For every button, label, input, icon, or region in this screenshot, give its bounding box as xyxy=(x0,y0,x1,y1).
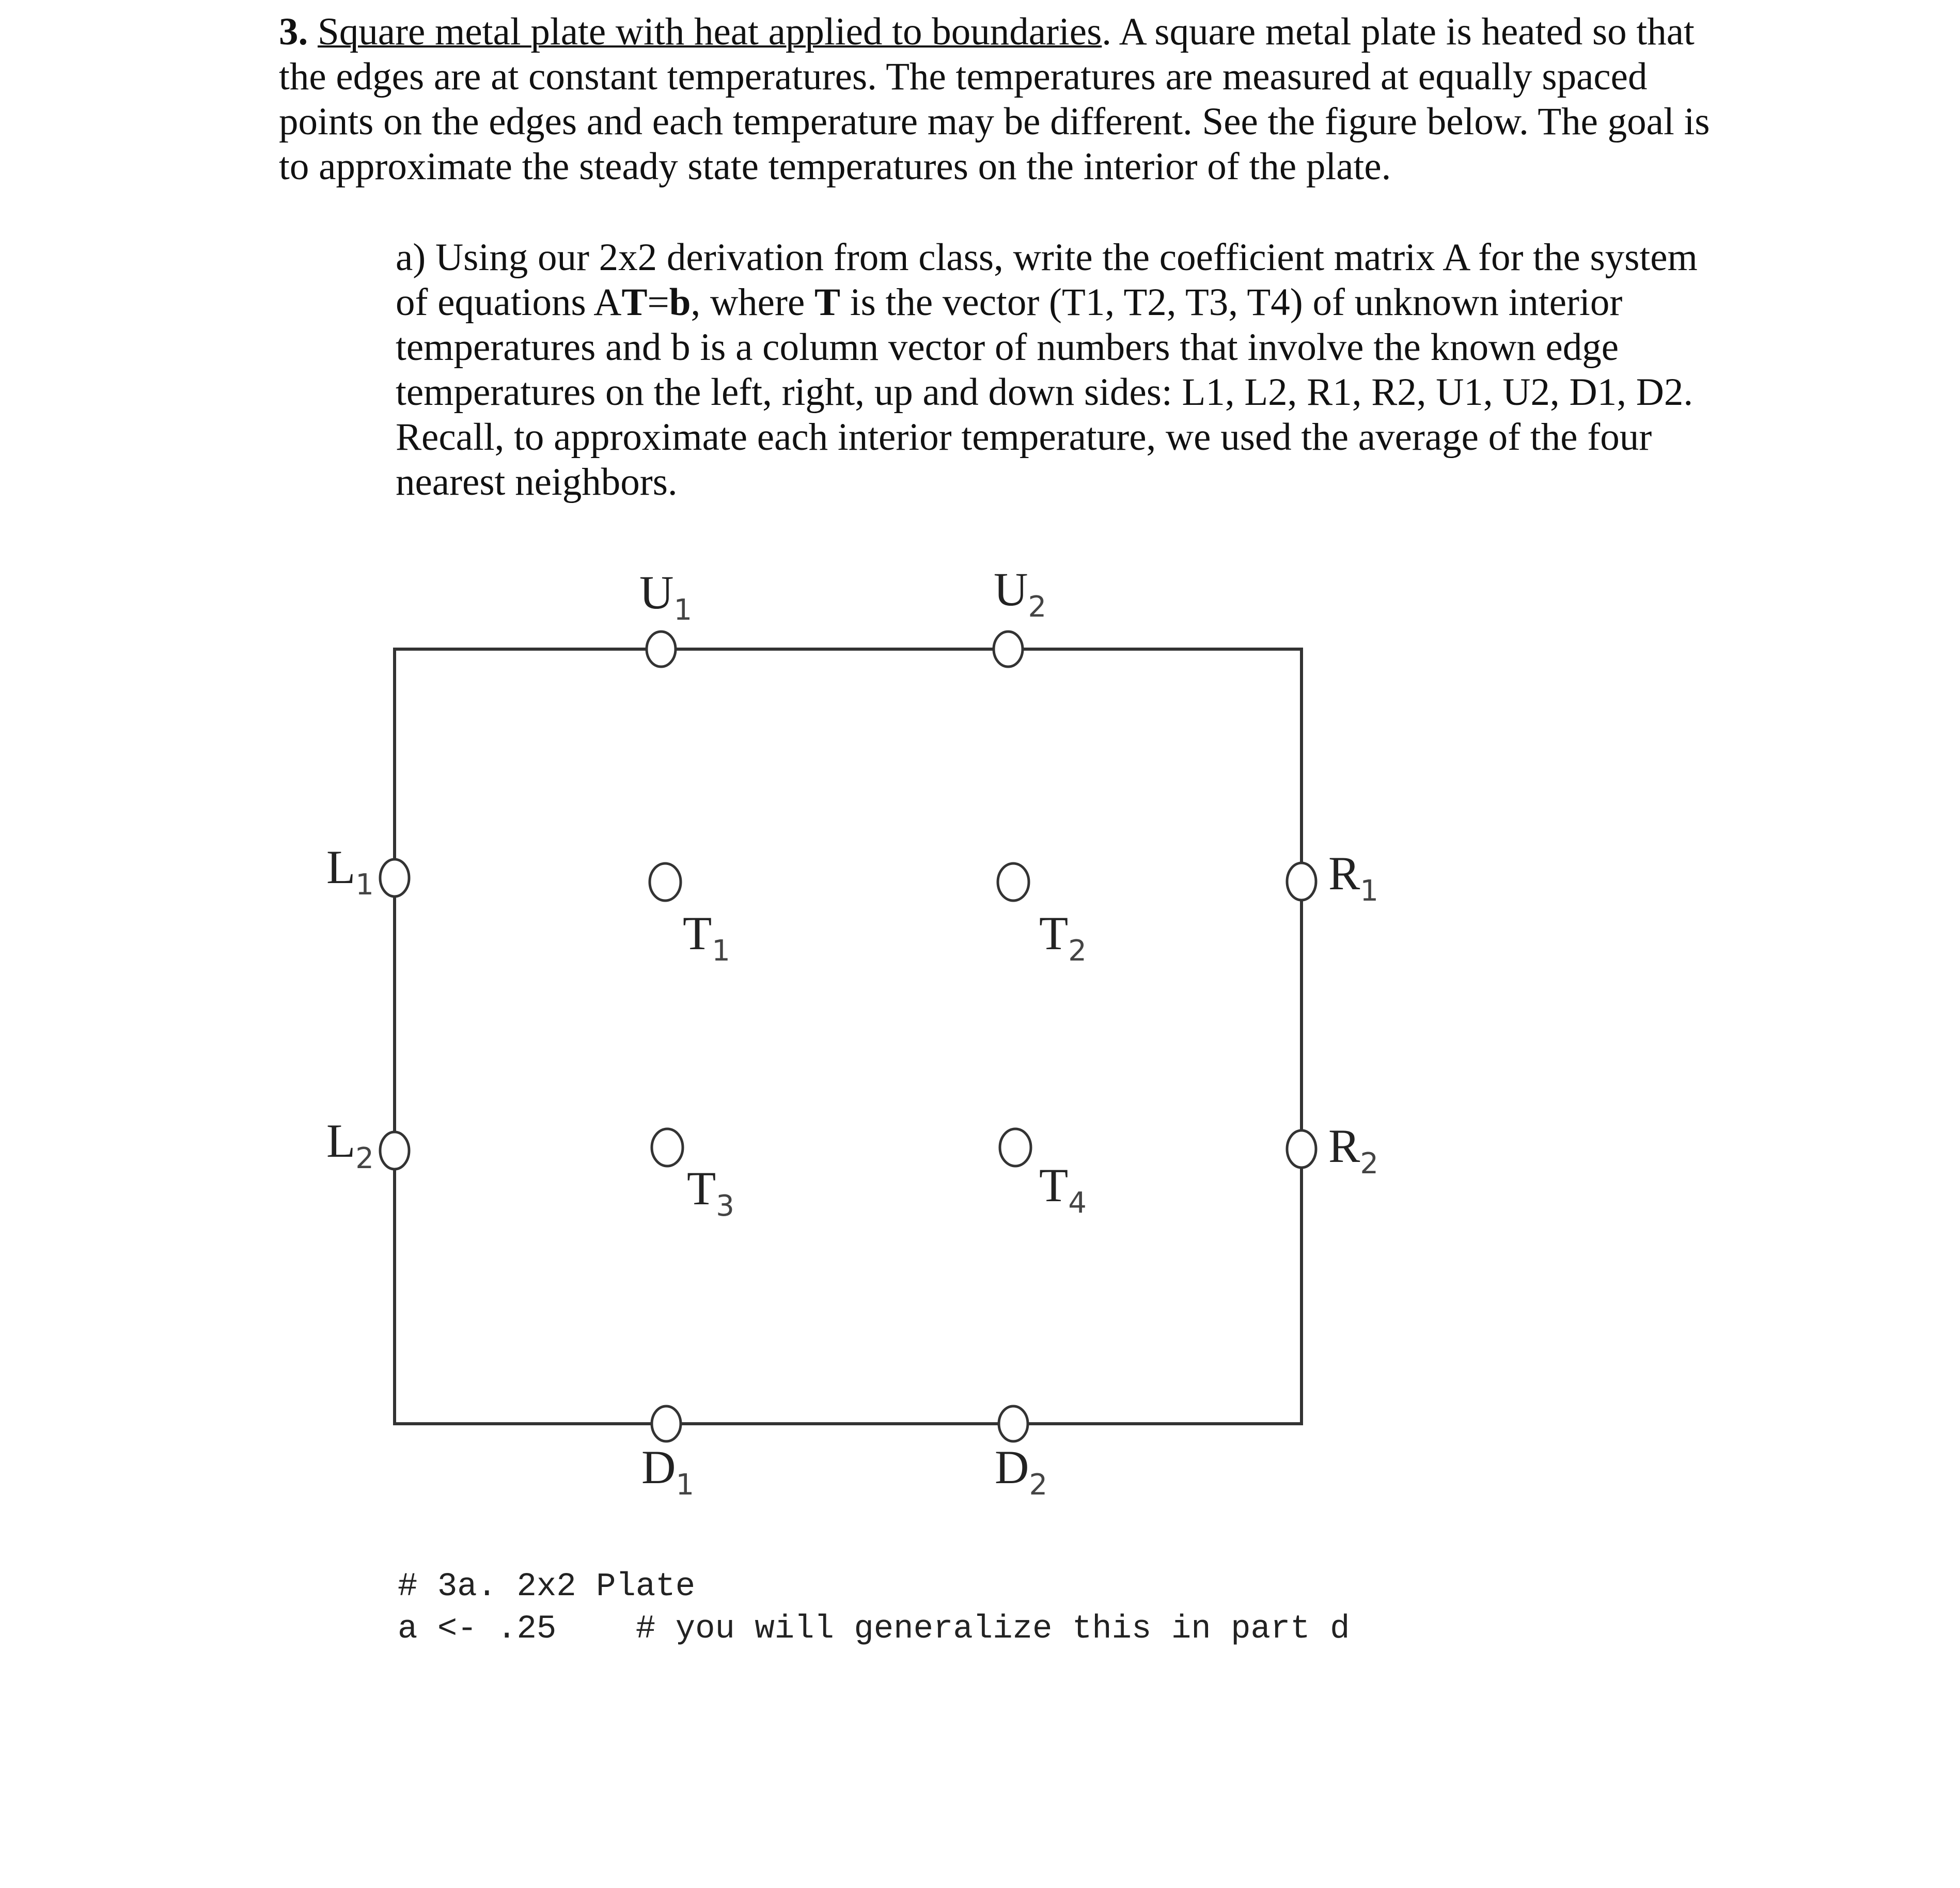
node-d2 xyxy=(999,1406,1028,1441)
part-a-bold-2: b xyxy=(669,281,691,324)
node-d1 xyxy=(652,1406,681,1441)
node-t4 xyxy=(1000,1129,1031,1166)
label-r1: $R_1$ xyxy=(1328,847,1379,908)
plate-boundary xyxy=(395,649,1302,1424)
part-a-text-4: is the vector (T1, T2, T3, T4) of unknown interior temperatures and b is a column vector of numbers that involve the known edge temperatures on the left, right, up and down sides: L1, L2, R1, R2, U1, U2, D1, D2. Recall, to approximate each interior temperature, we used the average of the four nearest neighbors. xyxy=(396,281,1694,504)
part-a-bold-1: T xyxy=(621,281,648,324)
label-u2: $U_2$ xyxy=(994,563,1047,624)
problem-title-end: . xyxy=(1102,10,1112,53)
label-t4: $T_4$ xyxy=(1039,1159,1087,1220)
part-a-text-2: = xyxy=(647,281,669,324)
node-t3 xyxy=(652,1129,683,1166)
problem-intro-text: A square metal plate is heated so that the edges are at constant temperatures. The temperatures are measured at equally spaced points on the edges and each temperature may be different. See the figure below. The goal is to approximate the steady state temperatures on the interior of the plate. xyxy=(279,10,1710,188)
node-t1 xyxy=(650,863,681,901)
label-l1: $L_1$ xyxy=(326,841,374,902)
label-d1: $D_1$ xyxy=(641,1441,695,1502)
node-l2 xyxy=(380,1132,409,1169)
part-a-text-3: , where xyxy=(691,281,814,324)
code-line-2-comment: # you will generalize this in part d xyxy=(635,1611,1350,1648)
node-r2 xyxy=(1287,1130,1316,1168)
label-r2: $R_2$ xyxy=(1328,1120,1379,1181)
label-u1: $U_1$ xyxy=(639,566,693,627)
label-t2: $T_2$ xyxy=(1039,907,1087,968)
label-t1: $T_1$ xyxy=(683,907,730,968)
label-d2: $D_2$ xyxy=(995,1441,1048,1502)
code-snippet xyxy=(398,1566,1350,1650)
node-r1 xyxy=(1287,863,1316,900)
node-u1 xyxy=(647,632,676,667)
problem-number: 3. xyxy=(279,10,308,53)
label-l2: $L_2$ xyxy=(326,1114,374,1175)
part-a-text-1: a) Using our 2x2 derivation from class, write the coefficient matrix A for the system of equations A xyxy=(396,236,1698,324)
problem-title: Square metal plate with heat applied to boundaries xyxy=(318,10,1102,53)
label-t3: $T_3$ xyxy=(687,1162,734,1223)
node-t2 xyxy=(998,863,1029,901)
node-l1 xyxy=(380,859,409,896)
code-line-1: # 3a. 2x2 Plate xyxy=(398,1568,696,1606)
node-u2 xyxy=(994,632,1023,667)
part-a-bold-3: T xyxy=(814,281,841,324)
code-line-2-assign: a <- .25 xyxy=(398,1611,557,1648)
